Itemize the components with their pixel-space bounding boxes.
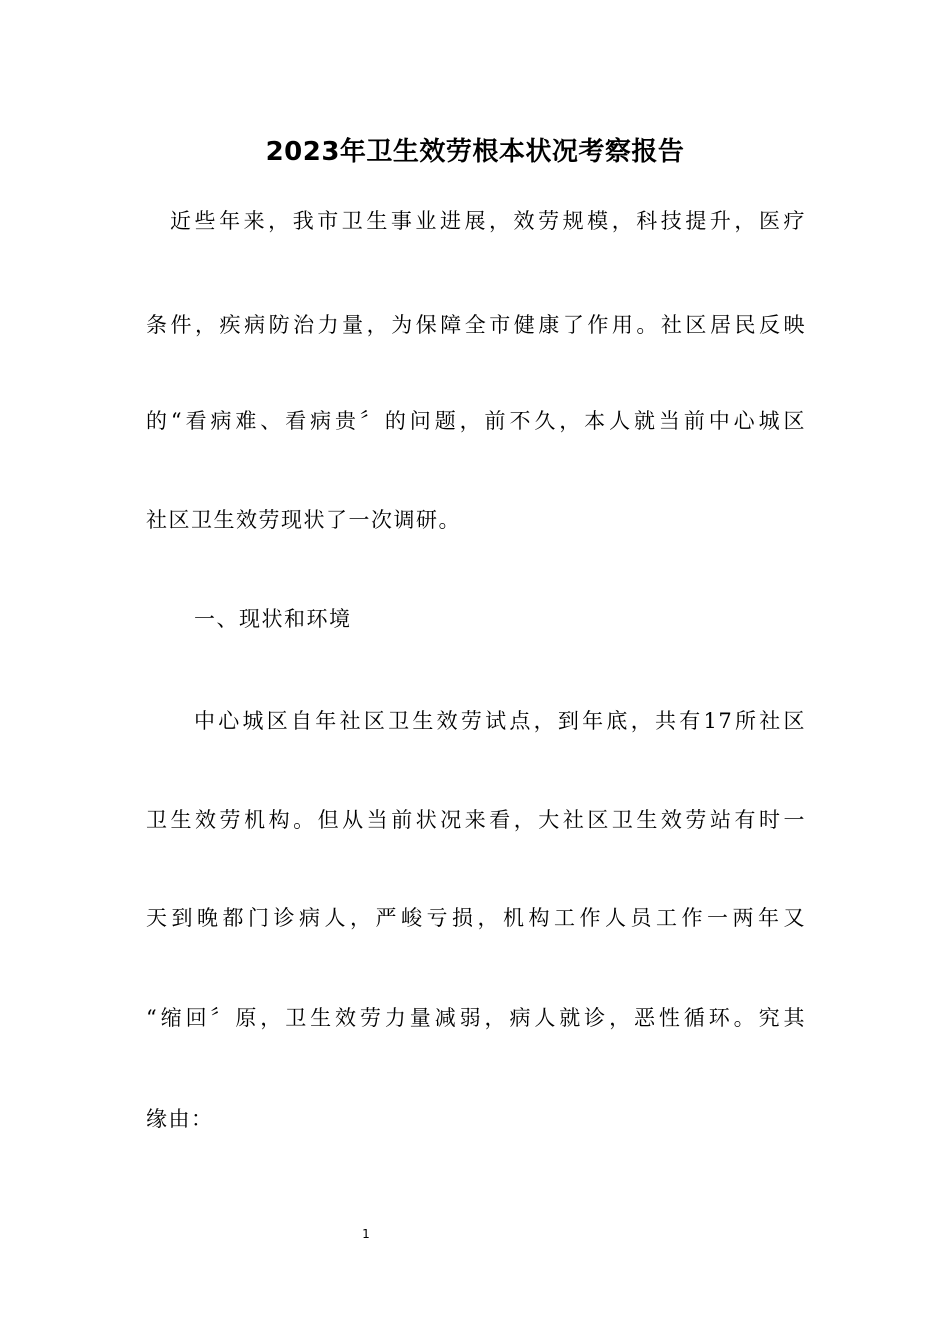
paragraph-line: 缘由： bbox=[146, 1107, 214, 1131]
page-number: 1 bbox=[362, 1227, 370, 1241]
paragraph-line: 的“看病难、看病贵〞的问题，前不久，本人就当前中心城区 bbox=[146, 409, 806, 433]
section-heading: 一、现状和环境 bbox=[194, 607, 352, 631]
paragraph-line: 社区卫生效劳现状了一次调研。 bbox=[146, 508, 461, 532]
paragraph-line: 卫生效劳机构。但从当前状况来看，大社区卫生效劳站有时一 bbox=[146, 808, 806, 832]
paragraph-line: 中心城区自年社区卫生效劳试点，到年底，共有17所社区 bbox=[194, 709, 806, 733]
paragraph-line: “缩回〞原，卫生效劳力量减弱，病人就诊，恶性循环。究其 bbox=[146, 1006, 806, 1030]
paragraph-line: 近些年来，我市卫生事业进展，效劳规模，科技提升，医疗 bbox=[170, 209, 806, 233]
paragraph-line: 条件，疾病防治力量，为保障全市健康了作用。社区居民反映 bbox=[146, 313, 806, 337]
paragraph-line: 天到晚都门诊病人，严峻亏损，机构工作人员工作一两年又 bbox=[146, 906, 806, 930]
document-title: 2023年卫生效劳根本状况考察报告 bbox=[265, 137, 685, 167]
